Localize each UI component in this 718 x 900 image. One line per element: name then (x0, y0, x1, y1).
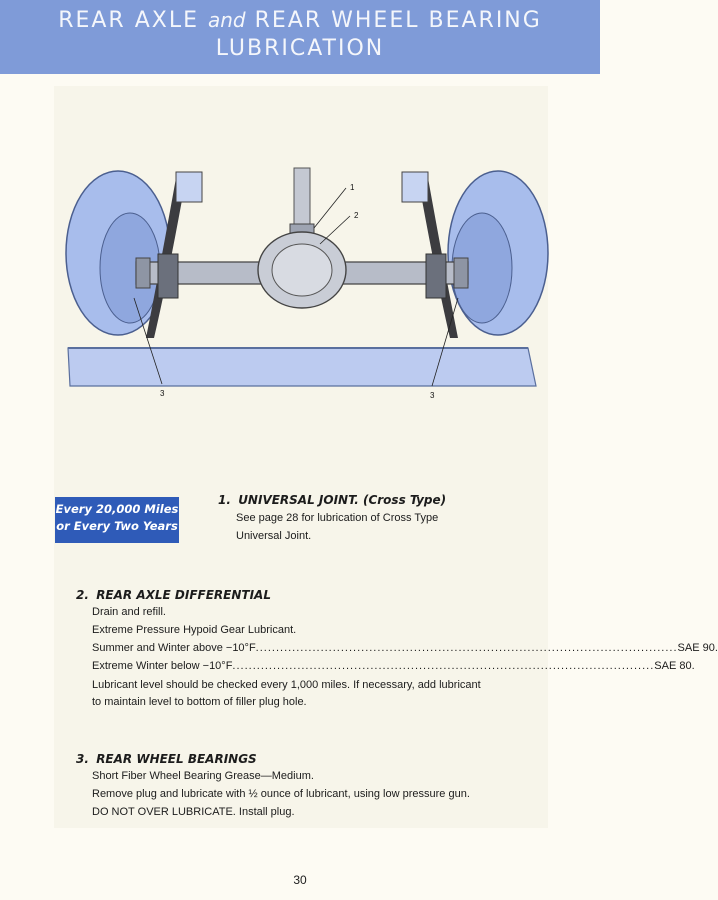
header-title-part-b: REAR WHEEL BEARING (254, 8, 542, 33)
section-3-line: Remove plug and lubricate with ½ ounce of lubricant, using low pressure gun. (92, 788, 470, 800)
section-1-line: Universal Joint. (236, 530, 312, 542)
section-2-line: Extreme Pressure Hypoid Gear Lubricant. (92, 624, 297, 636)
spec-row-value: SAE 90. (677, 642, 718, 654)
badge-line1: Every 20,000 Miles (55, 502, 179, 516)
spec-row-label: Extreme Winter below −10°F (92, 660, 233, 672)
section-3-title (76, 752, 257, 766)
section-2-line: Drain and refill. (92, 606, 166, 618)
callout-2-leader (320, 216, 350, 244)
spec-row-extreme-winter (92, 660, 695, 672)
section-1-number: 1. (218, 493, 231, 507)
section-2-note-line: to maintain level to bottom of filler plug hole. (92, 696, 307, 708)
section-2-title-text: REAR AXLE DIFFERENTIAL (96, 588, 271, 602)
spec-row-label: Summer and Winter above −10°F (92, 642, 256, 654)
service-interval-badge (55, 497, 179, 543)
spec-row-summer (92, 642, 718, 654)
callout-2-label: 2 (354, 211, 359, 220)
page-header (0, 0, 600, 74)
section-3-line: DO NOT OVER LUBRICATE. Install plug. (92, 806, 295, 818)
section-2-title (76, 588, 271, 602)
section-2-number: 2. (76, 588, 89, 602)
header-title-and: and (207, 8, 246, 32)
header-title-part-a: REAR AXLE (58, 8, 199, 33)
section-1-title (218, 493, 446, 507)
drive-shaft (294, 168, 310, 232)
header-title-line1 (0, 8, 600, 33)
rear-axle-illustration (58, 158, 548, 408)
section-3-number: 3. (76, 752, 89, 766)
section-1-title-text: UNIVERSAL JOINT. (Cross Type) (238, 493, 447, 507)
callout-1-leader (314, 188, 346, 228)
callout-1-label: 1 (350, 183, 355, 192)
header-title-line2: LUBRICATION (215, 36, 385, 61)
frame-rail (68, 348, 536, 386)
section-2-note-line: Lubricant level should be checked every 1,000 miles. If necessary, add lubricant (92, 679, 481, 691)
section-3-line: Short Fiber Wheel Bearing Grease—Medium. (92, 770, 314, 782)
dot-leader: ........................................................................................................ (255, 642, 678, 654)
callout-3-right-label: 3 (430, 391, 435, 400)
section-1-line: See page 28 for lubrication of Cross Type (236, 512, 439, 524)
section-3-title-text: REAR WHEEL BEARINGS (96, 752, 257, 766)
spec-row-value: SAE 80. (654, 660, 695, 672)
dot-leader: ........................................................................................................ (232, 660, 655, 672)
callout-3-left-label: 3 (160, 389, 165, 398)
page-number: 30 (293, 873, 307, 887)
badge-line2: or Every Two Years (56, 519, 178, 533)
